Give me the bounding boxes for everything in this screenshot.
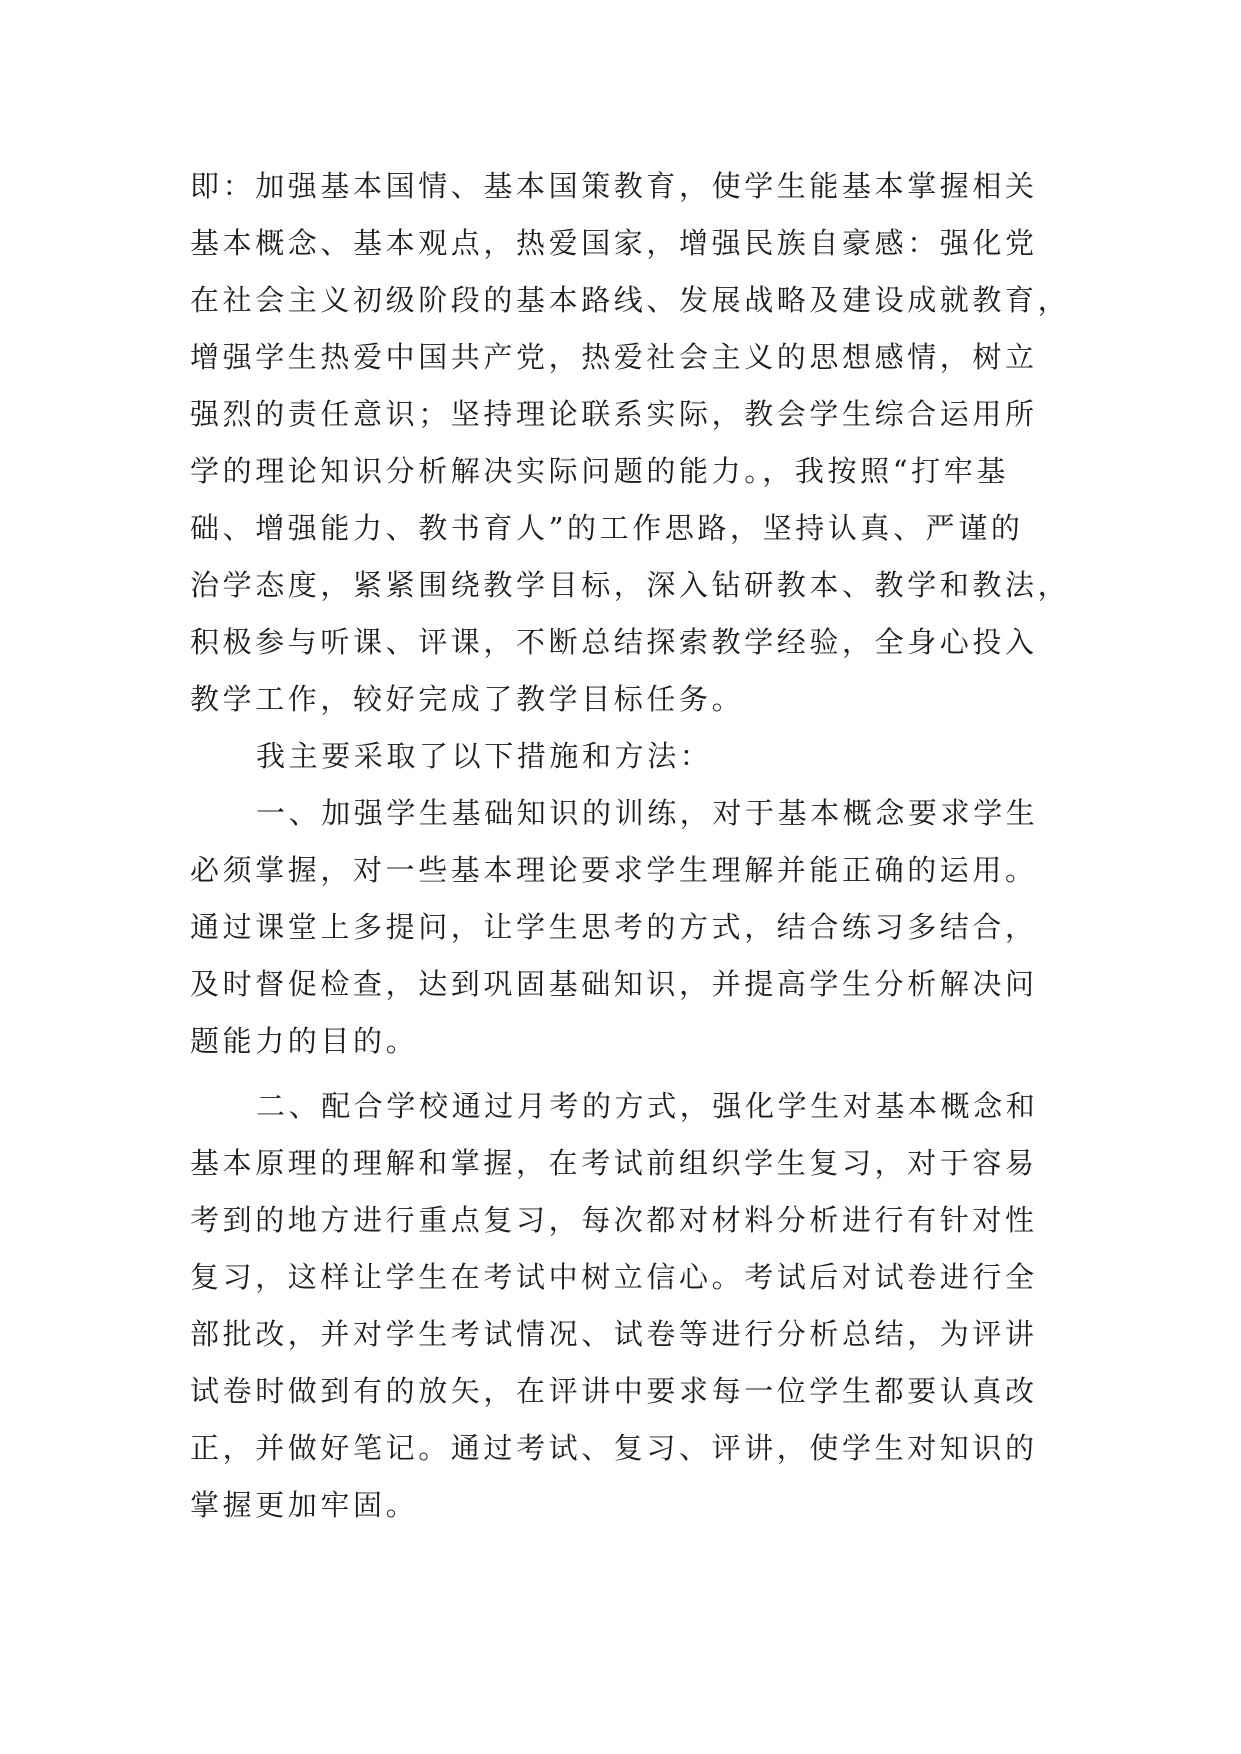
body-text-line: 及时督促检查，达到巩固基础知识，并提高学生分析解决问	[190, 967, 1038, 1001]
body-text-line: 复习，这样让学生在考试中树立信心。考试后对试卷进行全	[190, 1260, 1038, 1294]
body-text-line: 正，并做好笔记。通过考试、复习、评讲，使学生对知识的	[190, 1431, 1038, 1465]
body-text-line: 增强学生热爱中国共产党，热爱社会主义的思想感情，树立	[190, 340, 1038, 374]
paragraph-intro-line: 我主要采取了以下措施和方法：	[256, 739, 713, 773]
body-text-line: 题能力的目的。	[190, 1024, 419, 1058]
body-text-line: 通过课堂上多提问，让学生思考的方式，结合练习多结合，	[190, 910, 1038, 944]
paragraph-two-first-line: 二、配合学校通过月考的方式，强化学生对基本概念和	[256, 1089, 1039, 1123]
body-text-line: 教学工作，较好完成了教学目标任务。	[190, 682, 745, 716]
body-text-line: 强烈的责任意识；坚持理论联系实际，教会学生综合运用所	[190, 397, 1038, 431]
body-text-line: 学的理论知识分析解决实际问题的能力。，我按照“打牢基	[190, 454, 1009, 488]
body-text-line: 掌握更加牢固。	[190, 1488, 419, 1522]
body-text-line: 基本原理的理解和掌握，在考试前组织学生复习，对于容易	[190, 1146, 1038, 1180]
body-text-line: 基本概念、基本观点，热爱国家，增强民族自豪感：强化党	[190, 226, 1038, 260]
body-text-line: 必须掌握，对一些基本理论要求学生理解并能正确的运用。	[190, 853, 1038, 887]
paragraph-one-first-line: 一、加强学生基础知识的训练，对于基本概念要求学生	[256, 796, 1039, 830]
body-text-line: 部批改，并对学生考试情况、试卷等进行分析总结，为评讲	[190, 1317, 1038, 1351]
body-text-line: 即：加强基本国情、基本国策教育，使学生能基本掌握相关	[190, 169, 1038, 203]
body-text-line: 考到的地方进行重点复习，每次都对材料分析进行有针对性	[190, 1203, 1038, 1237]
body-text-line: 治学态度，紧紧围绕教学目标，深入钻研教本、教学和教法，	[190, 568, 1071, 602]
body-text-line: 试卷时做到有的放矢，在评讲中要求每一位学生都要认真改	[190, 1374, 1038, 1408]
body-text-line: 积极参与听课、评课，不断总结探索教学经验，全身心投入	[190, 625, 1038, 659]
body-text-line: 在社会主义初级阶段的基本路线、发展战略及建设成就教育，	[190, 283, 1071, 317]
body-text-line: 础、增强能力、教书育人”的工作思路，坚持认真、严谨的	[190, 511, 1024, 545]
